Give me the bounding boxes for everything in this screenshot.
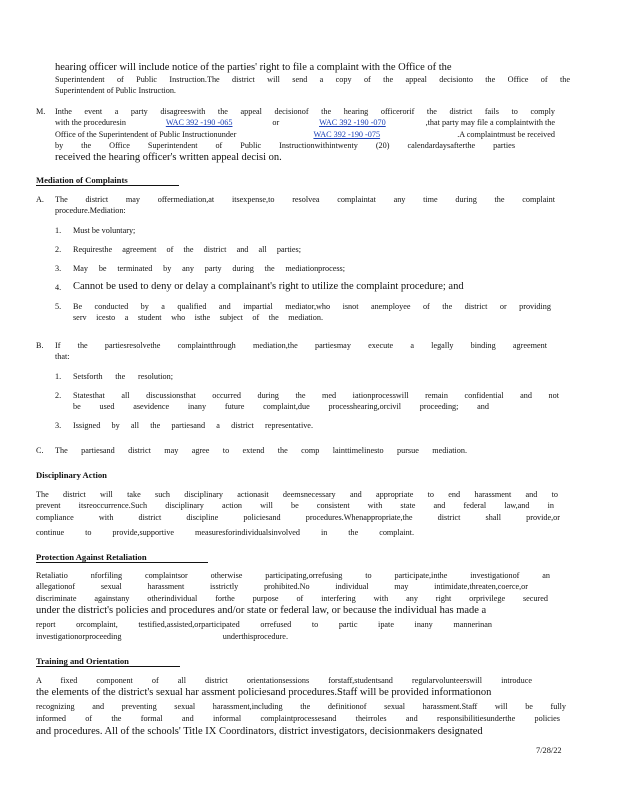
m-label: M.: [36, 107, 46, 116]
training-line-1: A fixed component of all district orientationsessions forstaff,studentsand regularvolunteerswill introduce: [36, 676, 532, 685]
m-line-2-post: ,that party may file a complaintwith the: [425, 118, 555, 127]
m-line-5: received the hearing officer's written appeal decisi on.: [55, 152, 282, 163]
m-line-3: [55, 130, 555, 140]
disciplinary-line-3: compliance with district discipline policiesand procedures.Whenappropriate,the district shall provide,or: [36, 513, 560, 522]
wac-075-link[interactable]: WAC 392 -190 -075: [313, 130, 381, 139]
mediation-b-line-1: If the partiesresolvethe complaintthrough mediation,the partiesmay execute a legally binding agreement: [55, 341, 547, 350]
a-item-5-text-2: serv icesto a student who isthe subject of the mediation.: [73, 313, 323, 322]
disciplinary-line-4: continue to provide,supportive measuresforindividualsinvolved in the complaint.: [36, 528, 414, 537]
m-line-2: [55, 118, 555, 128]
m-line-3-post: .A complaintmust be received: [457, 130, 555, 139]
training-heading-underline: [36, 666, 180, 667]
mediation-b-line-2: that:: [55, 352, 70, 361]
protection-line-2: allegationof sexual harassment isstrictly prohibited.No individual may intimidate,threaten,coerce,or: [36, 582, 528, 591]
training-heading: Training and Orientation: [36, 656, 129, 666]
protection-heading: Protection Against Retaliation: [36, 552, 147, 562]
a-item-5-text: Be conducted by a qualified and impartial mediator,who isnot anemployee of the district or providing: [73, 302, 551, 311]
training-line-4: informed of the formal and informal complaintprocessesand theirroles and responsibilitiesunderthe policies: [36, 714, 560, 723]
b-item-2-num: 2.: [55, 391, 62, 400]
wac-065-link[interactable]: WAC 392 -190 -065: [165, 118, 233, 127]
a-item-1-text: Must be voluntary;: [73, 226, 136, 235]
a-item-1-num: 1.: [55, 226, 62, 235]
training-line-2: the elements of the district's sexual har assment policiesand procedures.Staff will be provided informationon: [36, 687, 492, 698]
a-item-4-text: Cannot be used to deny or delay a complainant's right to utilize the complaint procedure; and: [73, 281, 464, 292]
b-item-1-num: 1.: [55, 372, 62, 381]
top-line-3: Superintendent of Public Instruction.: [55, 86, 176, 95]
protection-line-5: report orcomplaint, testified,assisted,orparticipated orrefused to partic ipate inany mannerinan: [36, 620, 492, 629]
b-item-3-num: 3.: [55, 421, 62, 430]
top-line-1: hearing officer will include notice of the parties' right to file a complaint with the Office of the: [55, 62, 452, 73]
disciplinary-line-2: prevent itsreoccurrence.Such disciplinary action will be consistent with state and federal law,and in: [36, 501, 554, 510]
disciplinary-line-1: The district will take such disciplinary actionasit deemsnecessary and appropriate to end harassment and to: [36, 490, 558, 499]
m-line-3-pre: Office of the Superintendent of Public Instructionunder: [55, 130, 237, 139]
training-line-3: recognizing and preventing sexual harassment,including the definitionof sexual harassment.Staff will be fully: [36, 702, 566, 711]
top-line-2: Superintendent of Public Instruction.The district will send a copy of the appeal decisionto the Office of the: [55, 75, 570, 84]
disciplinary-heading-text: Disciplinary Action: [36, 470, 107, 480]
a-item-2-text: Requiresthe agreement of the district and all parties;: [73, 245, 301, 254]
m-line-2-mid: or: [272, 118, 280, 127]
protection-line-6: investigationorproceeding underthisprocedure.: [36, 632, 288, 641]
protection-heading-underline: [36, 562, 208, 563]
footer-date: 7/28/22: [536, 746, 562, 755]
m-line-1: Inthe event a party disagreeswith the appeal decisionof the hearing officerorif the district fails to comply: [55, 107, 555, 116]
mediation-a-label: A.: [36, 195, 44, 204]
a-item-3-text: May be terminated by any party during the mediationprocess;: [73, 264, 345, 273]
a-item-5-num: 5.: [55, 302, 62, 311]
mediation-a-line-1: The district may offermediation,at itsexpense,to resolvea complaintat any time during the complaint: [55, 195, 555, 204]
a-item-4-num: 4.: [55, 283, 62, 292]
mediation-heading-underline: [36, 185, 179, 186]
m-line-2-pre: with the proceduresin: [55, 118, 126, 127]
mediation-c-line-1: The partiesand district may agree to extend the comp lainttimelinesto pursue mediation.: [55, 446, 467, 455]
mediation-a-line-2: procedure.Mediation:: [55, 206, 126, 215]
disciplinary-heading: [36, 470, 134, 480]
a-item-2-num: 2.: [55, 245, 62, 254]
training-line-5: and procedures. All of the schools' Title IX Coordinators, district investigators, decisionmakers designated: [36, 726, 483, 737]
b-item-1-text: Setsforth the resolution;: [73, 372, 173, 381]
protection-line-4: under the district's policies and procedures and/or state or federal law, or because the individual has made a: [36, 605, 487, 616]
mediation-c-label: C.: [36, 446, 44, 455]
wac-070-link[interactable]: WAC 392 -190 -070: [319, 118, 386, 127]
protection-line-3: discriminate againstany otherindividual forthe purpose of interfering with any right orprivilege secured: [36, 594, 548, 603]
protection-line-1: Retaliatio nforfiling complaintsor otherwise participating,orrefusing to participate,inthe investigationof an: [36, 571, 550, 580]
mediation-b-label: B.: [36, 341, 44, 350]
m-line-4: by the Office Superintendent of Public Instructionwithintwenty (20) calendardaysafterthe parties: [55, 141, 515, 150]
a-item-3-num: 3.: [55, 264, 62, 273]
b-item-3-text: Issigned by all the partiesand a district representative.: [73, 421, 313, 430]
b-item-2-text-2: be used asevidence inany future complaint,due processhearing,orcivil proceeding; and: [73, 402, 489, 411]
b-item-2-text: Statesthat all discussionsthat occurred during the med iationprocesswill remain confidential and not: [73, 391, 559, 400]
mediation-heading: Mediation of Complaints: [36, 175, 128, 185]
